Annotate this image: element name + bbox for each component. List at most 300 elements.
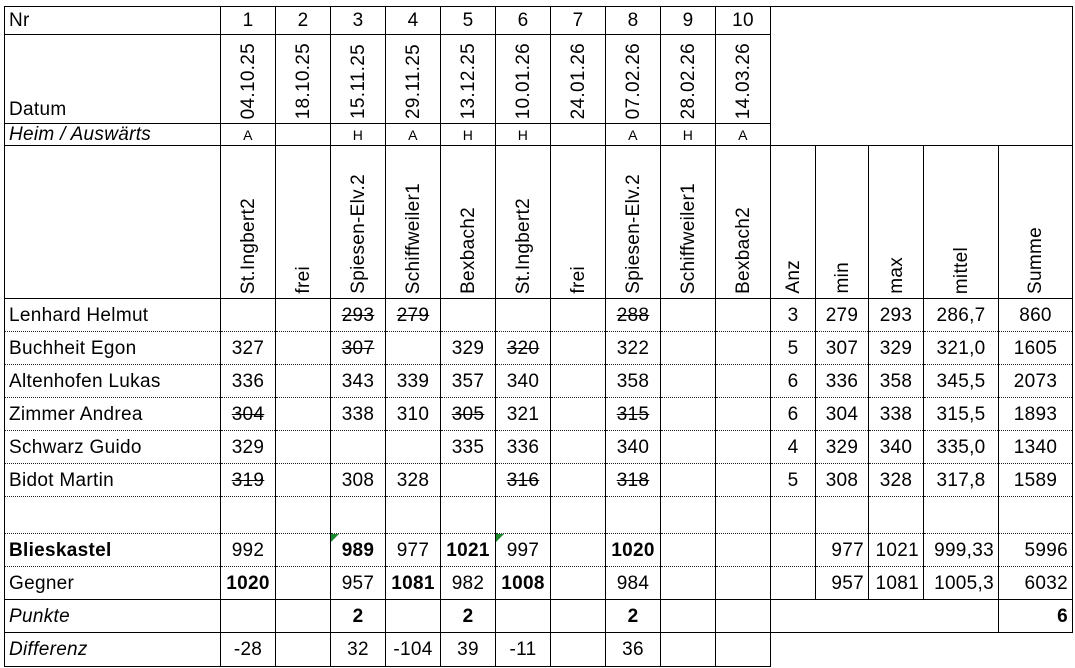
- player-score: 343: [341, 370, 375, 392]
- opponent-row-score-cell[interactable]: [386, 567, 441, 600]
- player-score: 357: [451, 370, 485, 392]
- points-total-cell[interactable]: [999, 600, 1073, 633]
- opponent-row-score-cell[interactable]: [661, 567, 716, 600]
- venue-cell[interactable]: [221, 124, 276, 146]
- player-stat-cell[interactable]: [869, 332, 924, 365]
- player-stat-cell[interactable]: [816, 299, 869, 332]
- team-row-stat-cell[interactable]: [999, 534, 1073, 567]
- match-number-cell[interactable]: [661, 7, 716, 35]
- team-row-stat-max: 1021: [875, 539, 919, 561]
- player-score: 304: [231, 403, 265, 425]
- difference-cell[interactable]: [331, 633, 386, 667]
- empty-cell[interactable]: [924, 497, 999, 534]
- opponent-name: frei: [567, 266, 589, 294]
- player-name-cell[interactable]: [5, 299, 221, 332]
- empty-cell[interactable]: [999, 497, 1073, 534]
- score-sheet: [4, 6, 1073, 667]
- player-name-cell[interactable]: [5, 431, 221, 464]
- player-score-cell[interactable]: [221, 464, 276, 497]
- opponent-row-score-cell[interactable]: [716, 567, 771, 600]
- player-score-cell[interactable]: [496, 365, 551, 398]
- player-score-cell[interactable]: [661, 299, 716, 332]
- match-number-cell[interactable]: [496, 7, 551, 35]
- player-score: 336: [231, 370, 265, 392]
- match-date-cell[interactable]: [606, 35, 661, 124]
- opponent-cell[interactable]: [331, 146, 386, 299]
- team-name: Blieskastel: [9, 539, 112, 561]
- player-score-cell[interactable]: [331, 464, 386, 497]
- player-name-cell[interactable]: [5, 365, 221, 398]
- player-stat-cell[interactable]: [869, 464, 924, 497]
- player-score-cell[interactable]: [496, 398, 551, 431]
- player-score-cell[interactable]: [661, 431, 716, 464]
- opponent-row-score-cell[interactable]: [221, 567, 276, 600]
- player-name-cell[interactable]: [5, 464, 221, 497]
- player-stat-summe: 1893: [1013, 403, 1058, 425]
- player-score-cell[interactable]: [221, 332, 276, 365]
- match-number-cell[interactable]: [221, 7, 276, 35]
- venue-code: H: [682, 126, 694, 143]
- points-cell[interactable]: [496, 600, 551, 633]
- opponent-row-score: 1020: [226, 572, 270, 594]
- player-score-cell[interactable]: [551, 431, 606, 464]
- empty-cell[interactable]: [816, 497, 869, 534]
- match-date: 29.11.25: [402, 44, 424, 119]
- opponent-cell[interactable]: [386, 146, 441, 299]
- match-date: 14.03.26: [732, 42, 754, 119]
- player-stat-cell[interactable]: [924, 431, 999, 464]
- opponent-row-stat-min: 957: [831, 572, 864, 594]
- player-score-cell[interactable]: [331, 431, 386, 464]
- player-score-cell[interactable]: [716, 365, 771, 398]
- player-stat-cell[interactable]: [816, 332, 869, 365]
- team-row-score-cell[interactable]: [496, 534, 551, 567]
- player-stat-cell[interactable]: [999, 464, 1073, 497]
- match-number-cell[interactable]: [441, 7, 496, 35]
- player-score: 339: [396, 370, 430, 392]
- empty-cell[interactable]: [716, 497, 771, 534]
- venue-code: A: [628, 126, 638, 143]
- score-table: [4, 6, 1073, 667]
- player-score-cell[interactable]: [661, 398, 716, 431]
- player-stat-cell[interactable]: [999, 332, 1073, 365]
- match-date: 15.11.25: [347, 44, 369, 119]
- match-date-cell[interactable]: [551, 35, 606, 124]
- match-number-cell[interactable]: [551, 7, 606, 35]
- player-score-cell[interactable]: [221, 365, 276, 398]
- match-date: 13.12.25: [457, 42, 479, 119]
- player-score-cell[interactable]: [221, 431, 276, 464]
- player-score-cell[interactable]: [551, 365, 606, 398]
- player-score-cell[interactable]: [331, 365, 386, 398]
- match-date-cell[interactable]: [716, 35, 771, 124]
- empty-cell[interactable]: [606, 497, 661, 534]
- stat-header-cell-max[interactable]: [869, 146, 924, 299]
- difference-stats-blank: [771, 633, 1073, 667]
- player-score-cell[interactable]: [716, 299, 771, 332]
- difference-cell[interactable]: [386, 633, 441, 667]
- team-row-score-cell[interactable]: [276, 534, 331, 567]
- stat-header-cell-summe[interactable]: [999, 146, 1073, 299]
- player-stat-cell[interactable]: [869, 299, 924, 332]
- venue-code: H: [517, 126, 529, 143]
- team-row-score-cell[interactable]: [441, 534, 496, 567]
- player-score: 358: [616, 370, 650, 392]
- player-score: 338: [341, 403, 375, 425]
- player-score-cell[interactable]: [386, 365, 441, 398]
- player-stat-anz: 3: [787, 304, 799, 326]
- player-score-cell[interactable]: [551, 464, 606, 497]
- player-score: 329: [451, 337, 485, 359]
- opponent-row-score: 982: [451, 572, 485, 594]
- opponent-row-stat-cell[interactable]: [999, 567, 1073, 600]
- player-score: 322: [616, 337, 650, 359]
- opponent-cell[interactable]: [716, 146, 771, 299]
- venue-code: H: [462, 126, 474, 143]
- empty-cell[interactable]: [5, 497, 221, 534]
- venue-cell[interactable]: [331, 124, 386, 146]
- match-date-cell[interactable]: [386, 35, 441, 124]
- player-score-cell[interactable]: [606, 365, 661, 398]
- player-score: 335: [451, 436, 485, 458]
- opponent-name: Bexbach2: [457, 207, 479, 294]
- opponent-row-stat-summe: 6032: [1024, 572, 1069, 594]
- difference-cell[interactable]: [276, 633, 331, 667]
- player-score: 293: [341, 304, 375, 326]
- player-stat-cell[interactable]: [999, 365, 1073, 398]
- opponent-row-stat-cell[interactable]: [771, 567, 816, 600]
- team-row-score-cell[interactable]: [221, 534, 276, 567]
- points-cell[interactable]: [551, 600, 606, 633]
- difference-label-cell[interactable]: [5, 633, 221, 667]
- header-stats-blank: [771, 7, 1073, 146]
- player-row: [5, 398, 1073, 431]
- error-indicator-icon: [331, 534, 339, 542]
- match-number: 5: [462, 10, 474, 31]
- player-score-cell[interactable]: [441, 365, 496, 398]
- player-stat-cell[interactable]: [924, 464, 999, 497]
- player-stat-min: 307: [825, 337, 859, 359]
- team-row-stat-mittel: 999,33: [934, 539, 994, 561]
- opponent-row-stat-max: 1081: [875, 572, 919, 594]
- points-cell[interactable]: [331, 600, 386, 633]
- points-label: Punkte: [9, 605, 70, 627]
- player-score-cell[interactable]: [441, 398, 496, 431]
- player-stat-cell[interactable]: [816, 398, 869, 431]
- player-name: Zimmer Andrea: [9, 403, 143, 425]
- opponent-row-score: 1008: [501, 572, 545, 594]
- player-score-cell[interactable]: [716, 398, 771, 431]
- match-number-cell[interactable]: [331, 7, 386, 35]
- player-score: 320: [506, 337, 540, 359]
- opponent-cell[interactable]: [606, 146, 661, 299]
- opponent-row-stat-cell[interactable]: [869, 567, 924, 600]
- player-score-cell[interactable]: [221, 299, 276, 332]
- player-stat-cell[interactable]: [816, 431, 869, 464]
- opponent-row-stat-cell[interactable]: [816, 567, 869, 600]
- empty-cell[interactable]: [496, 497, 551, 534]
- match-date-cell[interactable]: [661, 35, 716, 124]
- opponent-cell[interactable]: [496, 146, 551, 299]
- team-row-stat-cell[interactable]: [869, 534, 924, 567]
- player-score-cell[interactable]: [606, 464, 661, 497]
- venue-cell[interactable]: [606, 124, 661, 146]
- player-score-cell[interactable]: [386, 398, 441, 431]
- difference-cell[interactable]: [716, 633, 771, 667]
- player-score-cell[interactable]: [331, 332, 386, 365]
- player-stat-cell[interactable]: [771, 464, 816, 497]
- points-value: 2: [462, 605, 474, 627]
- difference-cell[interactable]: [606, 633, 661, 667]
- nr-label-cell[interactable]: [5, 7, 221, 35]
- opponent-row-score-cell[interactable]: [496, 567, 551, 600]
- opponent-cell[interactable]: [221, 146, 276, 299]
- team-row-score-cell[interactable]: [606, 534, 661, 567]
- player-score-cell[interactable]: [661, 332, 716, 365]
- difference-label: Differenz: [9, 639, 88, 660]
- player-score: 319: [231, 469, 265, 491]
- team-row-stat-cell[interactable]: [771, 534, 816, 567]
- points-cell[interactable]: [716, 600, 771, 633]
- points-cell[interactable]: [661, 600, 716, 633]
- player-score-cell[interactable]: [551, 299, 606, 332]
- player-stat-summe: 2073: [1013, 370, 1058, 392]
- player-score-cell[interactable]: [276, 431, 331, 464]
- player-score-cell[interactable]: [496, 332, 551, 365]
- venue-cell[interactable]: [661, 124, 716, 146]
- player-score-cell[interactable]: [386, 332, 441, 365]
- player-score-cell[interactable]: [716, 332, 771, 365]
- team-row-score-cell[interactable]: [386, 534, 441, 567]
- date-label: Datum: [9, 99, 67, 120]
- player-score-cell[interactable]: [551, 398, 606, 431]
- points-cell[interactable]: [386, 600, 441, 633]
- player-stat-cell[interactable]: [869, 365, 924, 398]
- player-score: 328: [396, 469, 430, 491]
- points-label-cell[interactable]: [5, 600, 221, 633]
- player-row: [5, 299, 1073, 332]
- empty-cell[interactable]: [661, 497, 716, 534]
- team-row-score: 992: [231, 539, 265, 561]
- player-score-cell[interactable]: [496, 431, 551, 464]
- match-number: 9: [682, 10, 694, 31]
- player-score: 316: [506, 469, 540, 491]
- venue-label-cell[interactable]: [5, 124, 221, 146]
- difference-cell[interactable]: [221, 633, 276, 667]
- match-number-cell[interactable]: [716, 7, 771, 35]
- player-score-cell[interactable]: [606, 398, 661, 431]
- player-stat-summe: 1605: [1013, 337, 1058, 359]
- player-score-cell[interactable]: [331, 398, 386, 431]
- player-stat-cell[interactable]: [816, 464, 869, 497]
- player-stat-cell[interactable]: [999, 299, 1073, 332]
- empty-cell[interactable]: [551, 497, 606, 534]
- points-value: 2: [352, 605, 364, 627]
- player-stat-cell[interactable]: [999, 431, 1073, 464]
- player-score-cell[interactable]: [716, 464, 771, 497]
- player-score-cell[interactable]: [661, 464, 716, 497]
- player-stat-max: 358: [879, 370, 913, 392]
- player-score-cell[interactable]: [606, 299, 661, 332]
- opponent-label-cell[interactable]: [5, 146, 221, 299]
- match-number-cell[interactable]: [276, 7, 331, 35]
- opponent-row-score-cell[interactable]: [441, 567, 496, 600]
- player-stat-cell[interactable]: [771, 398, 816, 431]
- empty-cell[interactable]: [771, 497, 816, 534]
- match-date-cell[interactable]: [496, 35, 551, 124]
- opponent-name: frei: [292, 266, 314, 294]
- points-cell[interactable]: [441, 600, 496, 633]
- player-score: 340: [506, 370, 540, 392]
- opponent-cell[interactable]: [661, 146, 716, 299]
- player-score-cell[interactable]: [276, 464, 331, 497]
- match-number-cell[interactable]: [386, 7, 441, 35]
- opponent-team-name-cell[interactable]: [5, 567, 221, 600]
- empty-cell[interactable]: [386, 497, 441, 534]
- player-row: [5, 431, 1073, 464]
- match-date-cell[interactable]: [441, 35, 496, 124]
- difference-cell[interactable]: [551, 633, 606, 667]
- venue-cell[interactable]: [441, 124, 496, 146]
- empty-cell[interactable]: [869, 497, 924, 534]
- match-date-cell[interactable]: [276, 35, 331, 124]
- difference-cell[interactable]: [441, 633, 496, 667]
- venue-cell[interactable]: [551, 124, 606, 146]
- player-score-cell[interactable]: [551, 332, 606, 365]
- match-date-cell[interactable]: [221, 35, 276, 124]
- player-score-cell[interactable]: [441, 464, 496, 497]
- opponent-cell[interactable]: [441, 146, 496, 299]
- player-stat-cell[interactable]: [816, 365, 869, 398]
- player-score-cell[interactable]: [496, 464, 551, 497]
- team-row-score: 1021: [446, 539, 490, 561]
- venue-cell[interactable]: [496, 124, 551, 146]
- player-stat-cell[interactable]: [869, 398, 924, 431]
- team-row-stat-cell[interactable]: [816, 534, 869, 567]
- empty-cell[interactable]: [276, 497, 331, 534]
- player-stat-cell[interactable]: [924, 299, 999, 332]
- venue-cell[interactable]: [276, 124, 331, 146]
- team-row-score: 989: [341, 539, 375, 561]
- player-score-cell[interactable]: [441, 332, 496, 365]
- team-name-cell[interactable]: [5, 534, 221, 567]
- stat-header-cell-min[interactable]: [816, 146, 869, 299]
- player-score-cell[interactable]: [221, 398, 276, 431]
- empty-cell[interactable]: [221, 497, 276, 534]
- difference-cell[interactable]: [661, 633, 716, 667]
- player-stat-mittel: 286,7: [936, 304, 986, 326]
- team-row-stat-cell[interactable]: [924, 534, 999, 567]
- player-score-cell[interactable]: [276, 299, 331, 332]
- player-score-cell[interactable]: [606, 431, 661, 464]
- date-label-cell[interactable]: [5, 35, 221, 124]
- player-stat-cell[interactable]: [771, 365, 816, 398]
- player-score-cell[interactable]: [716, 431, 771, 464]
- player-score-cell[interactable]: [606, 332, 661, 365]
- spacer-row: [5, 497, 1073, 534]
- opponent-name: St.Ingbert2: [237, 197, 259, 294]
- match-number-cell[interactable]: [606, 7, 661, 35]
- player-stat-cell[interactable]: [999, 398, 1073, 431]
- team-row-score-cell[interactable]: [716, 534, 771, 567]
- opponent-name: St.Ingbert2: [512, 197, 534, 294]
- player-stat-cell[interactable]: [771, 332, 816, 365]
- team-row-score-cell[interactable]: [661, 534, 716, 567]
- opponent-row-stat-mittel: 1005,3: [934, 572, 994, 594]
- stat-header-cell-anz[interactable]: [771, 146, 816, 299]
- points-cell[interactable]: [276, 600, 331, 633]
- difference-value: 32: [347, 639, 369, 660]
- opponent-row-score-cell[interactable]: [276, 567, 331, 600]
- empty-cell[interactable]: [331, 497, 386, 534]
- opponent-row-score-cell[interactable]: [331, 567, 386, 600]
- match-number: 2: [297, 10, 309, 31]
- venue-cell[interactable]: [386, 124, 441, 146]
- match-date-cell[interactable]: [331, 35, 386, 124]
- team-row-stat-min: 977: [831, 539, 864, 561]
- player-score-cell[interactable]: [331, 299, 386, 332]
- opponent-row-stat-cell[interactable]: [924, 567, 999, 600]
- player-stat-cell[interactable]: [924, 398, 999, 431]
- empty-cell[interactable]: [441, 497, 496, 534]
- match-date: 24.01.26: [567, 42, 589, 119]
- player-name-cell[interactable]: [5, 332, 221, 365]
- player-score-cell[interactable]: [276, 398, 331, 431]
- player-stat-min: 308: [825, 469, 859, 491]
- points-cell[interactable]: [221, 600, 276, 633]
- player-score-cell[interactable]: [386, 464, 441, 497]
- player-stat-cell[interactable]: [924, 365, 999, 398]
- player-score-cell[interactable]: [441, 299, 496, 332]
- team-row-score-cell[interactable]: [331, 534, 386, 567]
- player-stat-cell[interactable]: [771, 431, 816, 464]
- player-score: 288: [616, 304, 650, 326]
- stat-header-mittel: mittel: [950, 246, 972, 294]
- player-stat-cell[interactable]: [869, 431, 924, 464]
- player-score-cell[interactable]: [386, 431, 441, 464]
- player-score-cell[interactable]: [661, 365, 716, 398]
- difference-cell[interactable]: [496, 633, 551, 667]
- venue-cell[interactable]: [716, 124, 771, 146]
- player-name: Altenhofen Lukas: [9, 370, 161, 392]
- opponent-cell[interactable]: [276, 146, 331, 299]
- match-number: 3: [352, 10, 364, 31]
- team-row: [5, 534, 1073, 567]
- player-score-cell[interactable]: [276, 332, 331, 365]
- opponent-row-score-cell[interactable]: [606, 567, 661, 600]
- opponent-row-score-cell[interactable]: [551, 567, 606, 600]
- player-score-cell[interactable]: [496, 299, 551, 332]
- player-score-cell[interactable]: [386, 299, 441, 332]
- stat-header-cell-mittel[interactable]: [924, 146, 999, 299]
- player-stat-cell[interactable]: [771, 299, 816, 332]
- opponent-name: Spiesen-Elv.2: [622, 174, 644, 294]
- player-stat-min: 279: [825, 304, 859, 326]
- team-row-score-cell[interactable]: [551, 534, 606, 567]
- opponent-cell[interactable]: [551, 146, 606, 299]
- player-score: 340: [616, 436, 650, 458]
- player-stat-max: 293: [879, 304, 913, 326]
- player-stat-anz: 5: [787, 469, 799, 491]
- match-date: 07.02.26: [622, 42, 644, 119]
- player-score-cell[interactable]: [276, 365, 331, 398]
- player-name-cell[interactable]: [5, 398, 221, 431]
- player-score: 279: [396, 304, 430, 326]
- points-cell[interactable]: [606, 600, 661, 633]
- player-row: [5, 332, 1073, 365]
- player-stat-cell[interactable]: [924, 332, 999, 365]
- player-score-cell[interactable]: [441, 431, 496, 464]
